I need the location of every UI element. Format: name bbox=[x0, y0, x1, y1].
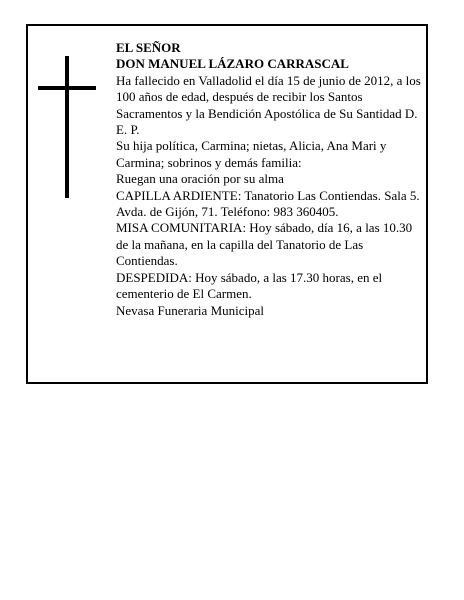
family-list: Su hija política, Carmina; nietas, Alicia, Ana Mari y Carmina; sobrinos y demás familia: bbox=[116, 138, 387, 170]
notice-heading-title: EL SEÑOR bbox=[116, 40, 181, 55]
notice-text bbox=[116, 40, 422, 319]
mass-info: MISA COMUNITARIA: Hoy sábado, día 16, a las 10.30 de la mañana, en la capilla del Tanatorio de Las Contiendas. bbox=[116, 220, 413, 269]
deceased-name: DON MANUEL LÁZARO CARRASCAL bbox=[116, 56, 349, 72]
obituary-notice bbox=[26, 24, 428, 384]
death-announcement: Ha fallecido en Valladolid el día 15 de junio de 2012, a los 100 años de edad, después de recibir los Santos Sacramentos y la Bendición Apostólica de Su Santidad D. E. P. bbox=[116, 72, 421, 138]
chapel-info: CAPILLA ARDIENTE: Tanatorio Las Contiendas. Sala 5. Avda. de Gijón, 71. Teléfono: 983 360405. bbox=[116, 187, 420, 220]
cross-horizontal-bar bbox=[38, 86, 96, 90]
farewell-info: DESPEDIDA: Hoy sábado, a las 17.30 horas, en el cementerio de El Carmen. bbox=[116, 269, 383, 302]
cross-vertical-bar bbox=[65, 56, 69, 198]
cross-icon bbox=[38, 56, 96, 198]
funeral-home: Nevasa Funeraria Municipal bbox=[116, 302, 265, 318]
prayer-request: Ruegan una oración por su alma bbox=[116, 171, 284, 187]
